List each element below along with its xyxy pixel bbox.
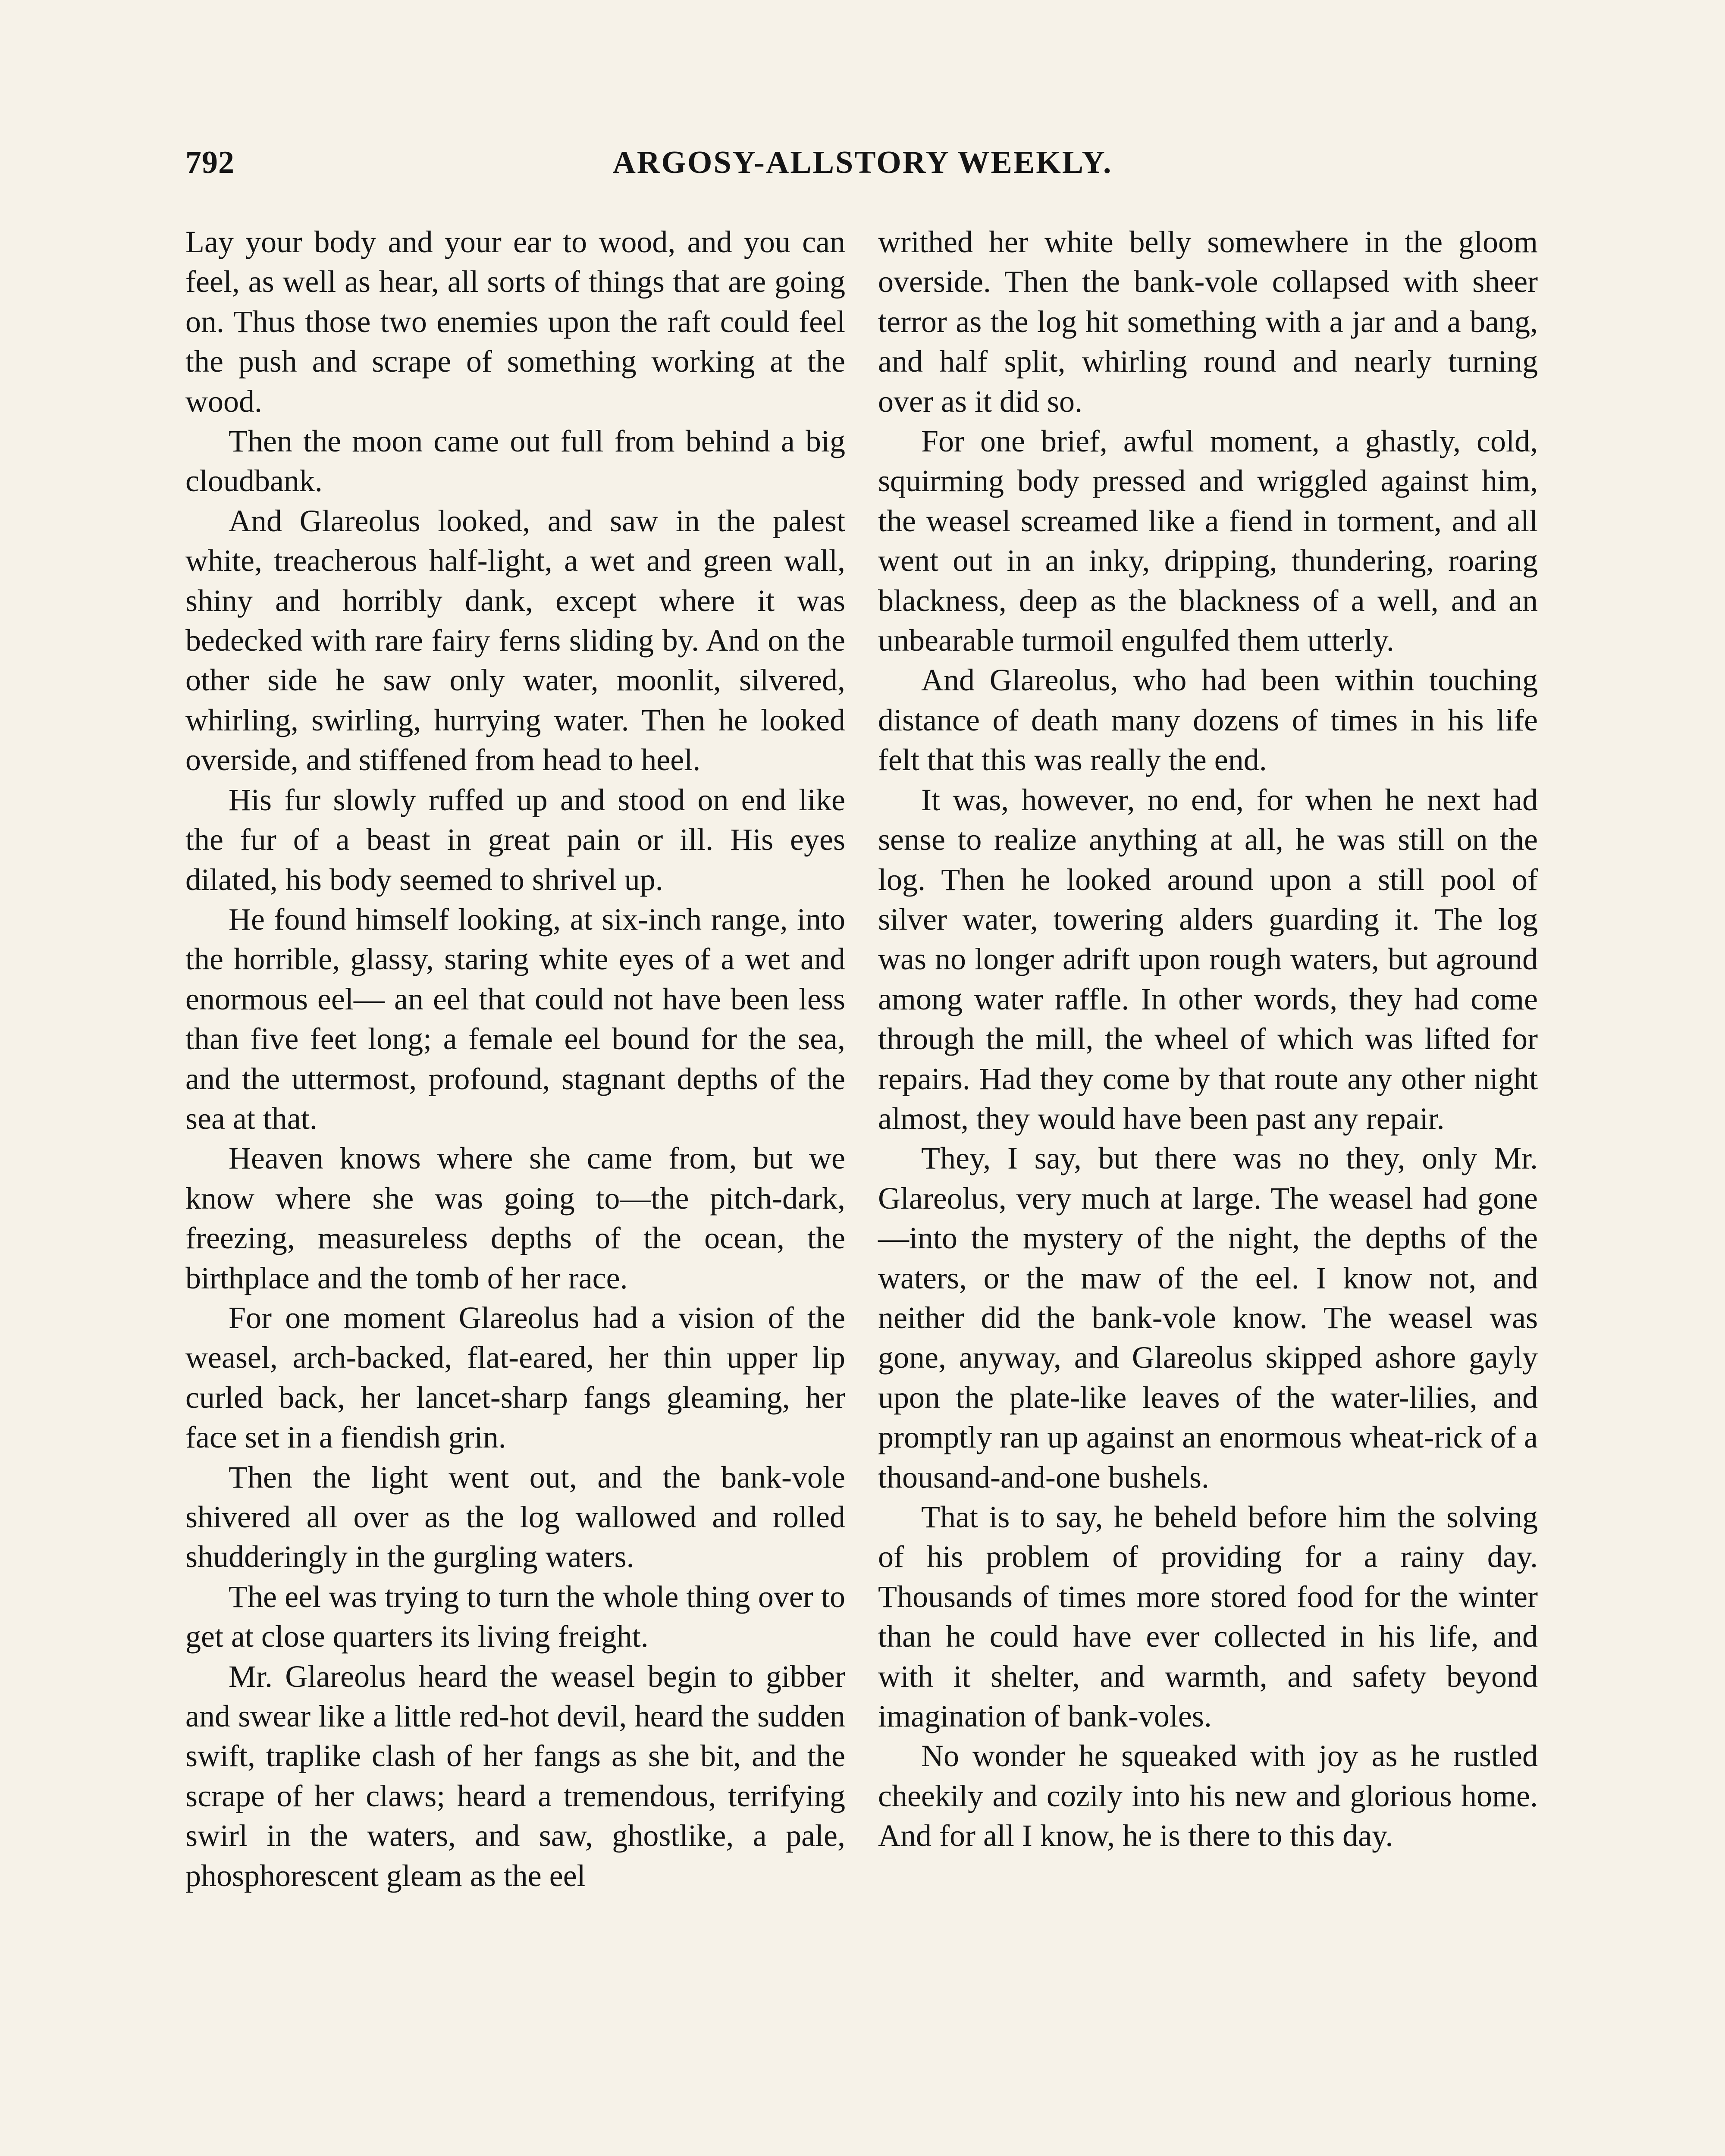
page-number: 792 <box>185 145 235 180</box>
paragraph: Then the light went out, and the bank-vole shivered all over as the log wallowed and rolled shudderingly in the gurgling waters. <box>185 1460 845 1574</box>
paragraph: It was, however, no end, for when he next had sense to realize anything at all, he was still on the log. Then he looked around upon a still pool of silver water, towering alders guarding it. The log was no longer adrift upon rough waters, but aground among water raffle. In other words, they had come through the mill, the wheel of which was lifted for repairs. Had they come by that route any other night almost, they would have been past any repair. <box>878 782 1538 1136</box>
paragraph: He found himself looking, at six-inch range, into the horrible, glassy, staring white eyes of a wet and enormous eel— an eel that could not have been less than five feet long; a female eel bound for the sea, and the uttermost, profound, stagnant depths of the sea at that. <box>185 902 845 1136</box>
paragraph: writhed her white belly somewhere in the gloom overside. Then the bank-vole collapsed with sheer terror as the log hit something with a jar and a bang, and half split, whirling round and nearly turning over as it did so. <box>878 225 1538 419</box>
paragraph: His fur slowly ruffed up and stood on end like the fur of a beast in great pain or ill. His eyes dilated, his body seemed to shrivel up. <box>185 782 845 897</box>
paragraph: For one brief, awful moment, a ghastly, cold, squirming body pressed and wriggled against him, the weasel screamed like a fiend in torment, and all went out in an inky, dripping, thundering, roaring blackness, deep as the blackness of a well, and an unbearable turmoil engulfed them utterly. <box>878 424 1538 658</box>
paragraph: No wonder he squeaked with joy as he rustled cheekily and cozily into his new and glorious home. And for all I know, he is there to this day. <box>878 1739 1538 1853</box>
paragraph: That is to say, he beheld before him the solving of his problem of providing for a rainy day. Thousands of times more stored food for the winter than he could have ever collected in his life, and with it shelter, and warmth, and safety beyond imagination of bank-voles. <box>878 1500 1538 1734</box>
paragraph: For one moment Glareolus had a vision of the weasel, arch-backed, flat-eared, her thin upper lip curled back, her lancet-sharp fangs gleaming, her face set in a fiendish grin. <box>185 1300 845 1455</box>
right-column <box>878 222 1538 1856</box>
paragraph: Lay your body and your ear to wood, and you can feel, as well as hear, all sorts of things that are going on. Thus those two enemies upon the raft could feel the push and scrape of something working at the wood. <box>185 225 845 419</box>
paragraph: And Glareolus looked, and saw in the palest white, treacherous half-light, a wet and green wall, shiny and horribly dank, except where it was bedecked with rare fairy ferns sliding by. And on the other side he saw only water, moonlit, silvered, whirling, swirling, hurrying water. Then he looked overside, and stiffened from head to heel. <box>185 503 845 777</box>
paragraph: Then the moon came out full from behind a big cloudbank. <box>185 424 845 498</box>
paragraph: The eel was trying to turn the whole thing over to get at close quarters its living freight. <box>185 1579 845 1654</box>
paragraph: Mr. Glareolus heard the weasel begin to gibber and swear like a little red-hot devil, heard the sudden swift, traplike clash of her fangs as she bit, and the scrape of her claws; heard a tremendous, terrifying swirl in the waters, and saw, ghostlike, a pale, phosphorescent gleam as the eel <box>185 1659 845 1893</box>
paragraph: Heaven knows where she came from, but we know where she was going to—the pitch-dark, freezing, measureless depths of the ocean, the birthplace and the tomb of her race. <box>185 1141 845 1295</box>
paragraph: They, I say, but there was no they, only Mr. Glareolus, very much at large. The weasel had gone—into the mystery of the night, the depths of the waters, or the maw of the eel. I know not, and neither did the bank-vole know. The weasel was gone, anyway, and Glareolus skipped ashore gayly upon the plate-like leaves of the water-lilies, and promptly ran up against an enormous wheat-rick of a thousand-and-one bushels. <box>878 1141 1538 1495</box>
running-head: ARGOSY-ALLSTORY WEEKLY. <box>612 145 1113 180</box>
paragraph: And Glareolus, who had been within touching distance of death many dozens of times in his life felt that this was really the end. <box>878 663 1538 777</box>
left-column <box>185 222 845 1896</box>
